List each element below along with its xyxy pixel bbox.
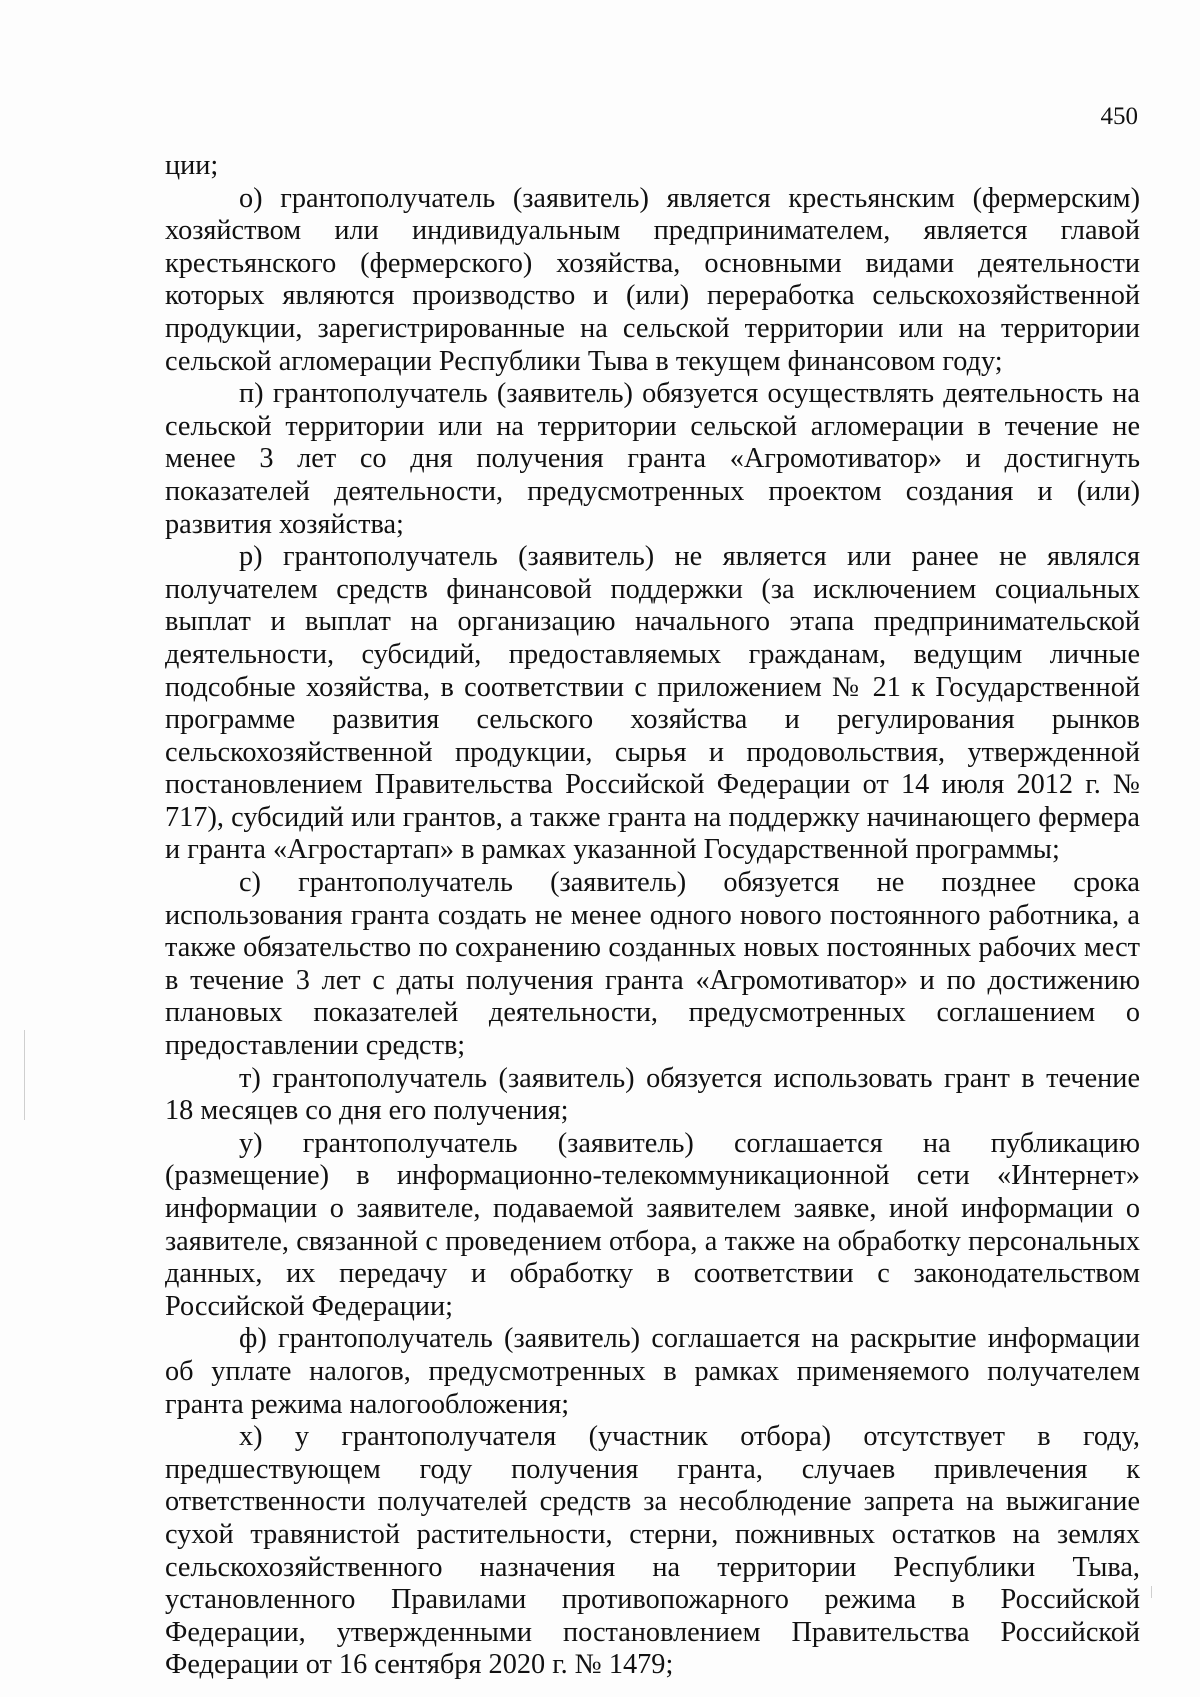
paragraph-kh: х) у грантополучателя (участник отбора) отсутствует в году, предшествующем году получения гранта, случаев привлечения к ответственности получателей средств за несоблюдение запрета на выжигание сухой травянистой растительности, стерни, пожнивных остатков на землях сельскохозяйственного назначения на территории Республики Тыва, установленного Правилами противопожарного режима в Российской Федерации, утвержденными постановлением Правительства Российской Федерации от 16 сентября 2020 г. № 1479; xyxy=(165,1421,1140,1681)
paragraph-t: т) грантополучатель (заявитель) обязуется использовать грант в течение 18 месяцев со дня его получения; xyxy=(165,1062,1140,1127)
scan-artifact xyxy=(1151,1586,1152,1598)
page-number: 450 xyxy=(1100,103,1138,130)
paragraph-continuation: ции; xyxy=(165,150,219,181)
paragraph-r: р) грантополучатель (заявитель) не является или ранее не являлся получателем средств финансовой поддержки (за исключением социальных выплат и выплат на организацию начального этапа предпринимательской деятельности, субсидий, предоставляемых гражданам, ведущим личные подсобные хозяйства, в соответствии с приложением № 21 к Государственной программе развития сельского хозяйства и регулирования рынков сельскохозяйственной продукции, сырья и продовольствия, утвержденной постановлением Правительства Российской Федерации от 14 июля 2012 г. № 717), субсидий или грантов, а также гранта на поддержку начинающего фермера и гранта «Агростартап» в рамках указанной Государственной программы; xyxy=(165,541,1140,866)
paragraph-p: п) грантополучатель (заявитель) обязуется осуществлять деятельность на сельской территории или на территории сельской агломерации в течение не менее 3 лет со дня получения гранта «Агромотиватор» и достигнуть показателей деятельности, предусмотренных проектом создания и (или) развития хозяйства; xyxy=(165,378,1140,540)
document-body xyxy=(165,150,1140,1682)
scan-artifact xyxy=(24,1030,25,1120)
paragraph-s: с) грантополучатель (заявитель) обязуется не позднее срока использования гранта создать не менее одного нового постоянного работника, а также обязательство по сохранению созданных новых постоянных рабочих мест в течение 3 лет с даты получения гранта «Агромотиватор» и по достижению плановых показателей деятельности, предусмотренных соглашением о предоставлении средств; xyxy=(165,867,1140,1062)
paragraph-f: ф) грантополучатель (заявитель) соглашается на раскрытие информации об уплате налогов, предусмотренных в рамках применяемого получателем гранта режима налогообложения; xyxy=(165,1323,1140,1420)
paragraph-o: о) грантополучатель (заявитель) является крестьянским (фермерским) хозяйством или индивидуальным предпринимателем, является главой крестьянского (фермерского) хозяйства, основными видами деятельности которых являются производство и (или) переработка сельскохозяйственной продукции, зарегистрированные на сельской территории или на территории сельской агломерации Республики Тыва в текущем финансовом году; xyxy=(165,182,1140,377)
paragraph-u: у) грантополучатель (заявитель) соглашается на публикацию (размещение) в информационно-телекоммуникационной сети «Интернет» информации о заявителе, подаваемой заявителем заявке, иной информации о заявителе, связанной с проведением отбора, а также на обработку персональных данных, их передачу и обработку в соответствии с законодательством Российской Федерации; xyxy=(165,1127,1140,1322)
